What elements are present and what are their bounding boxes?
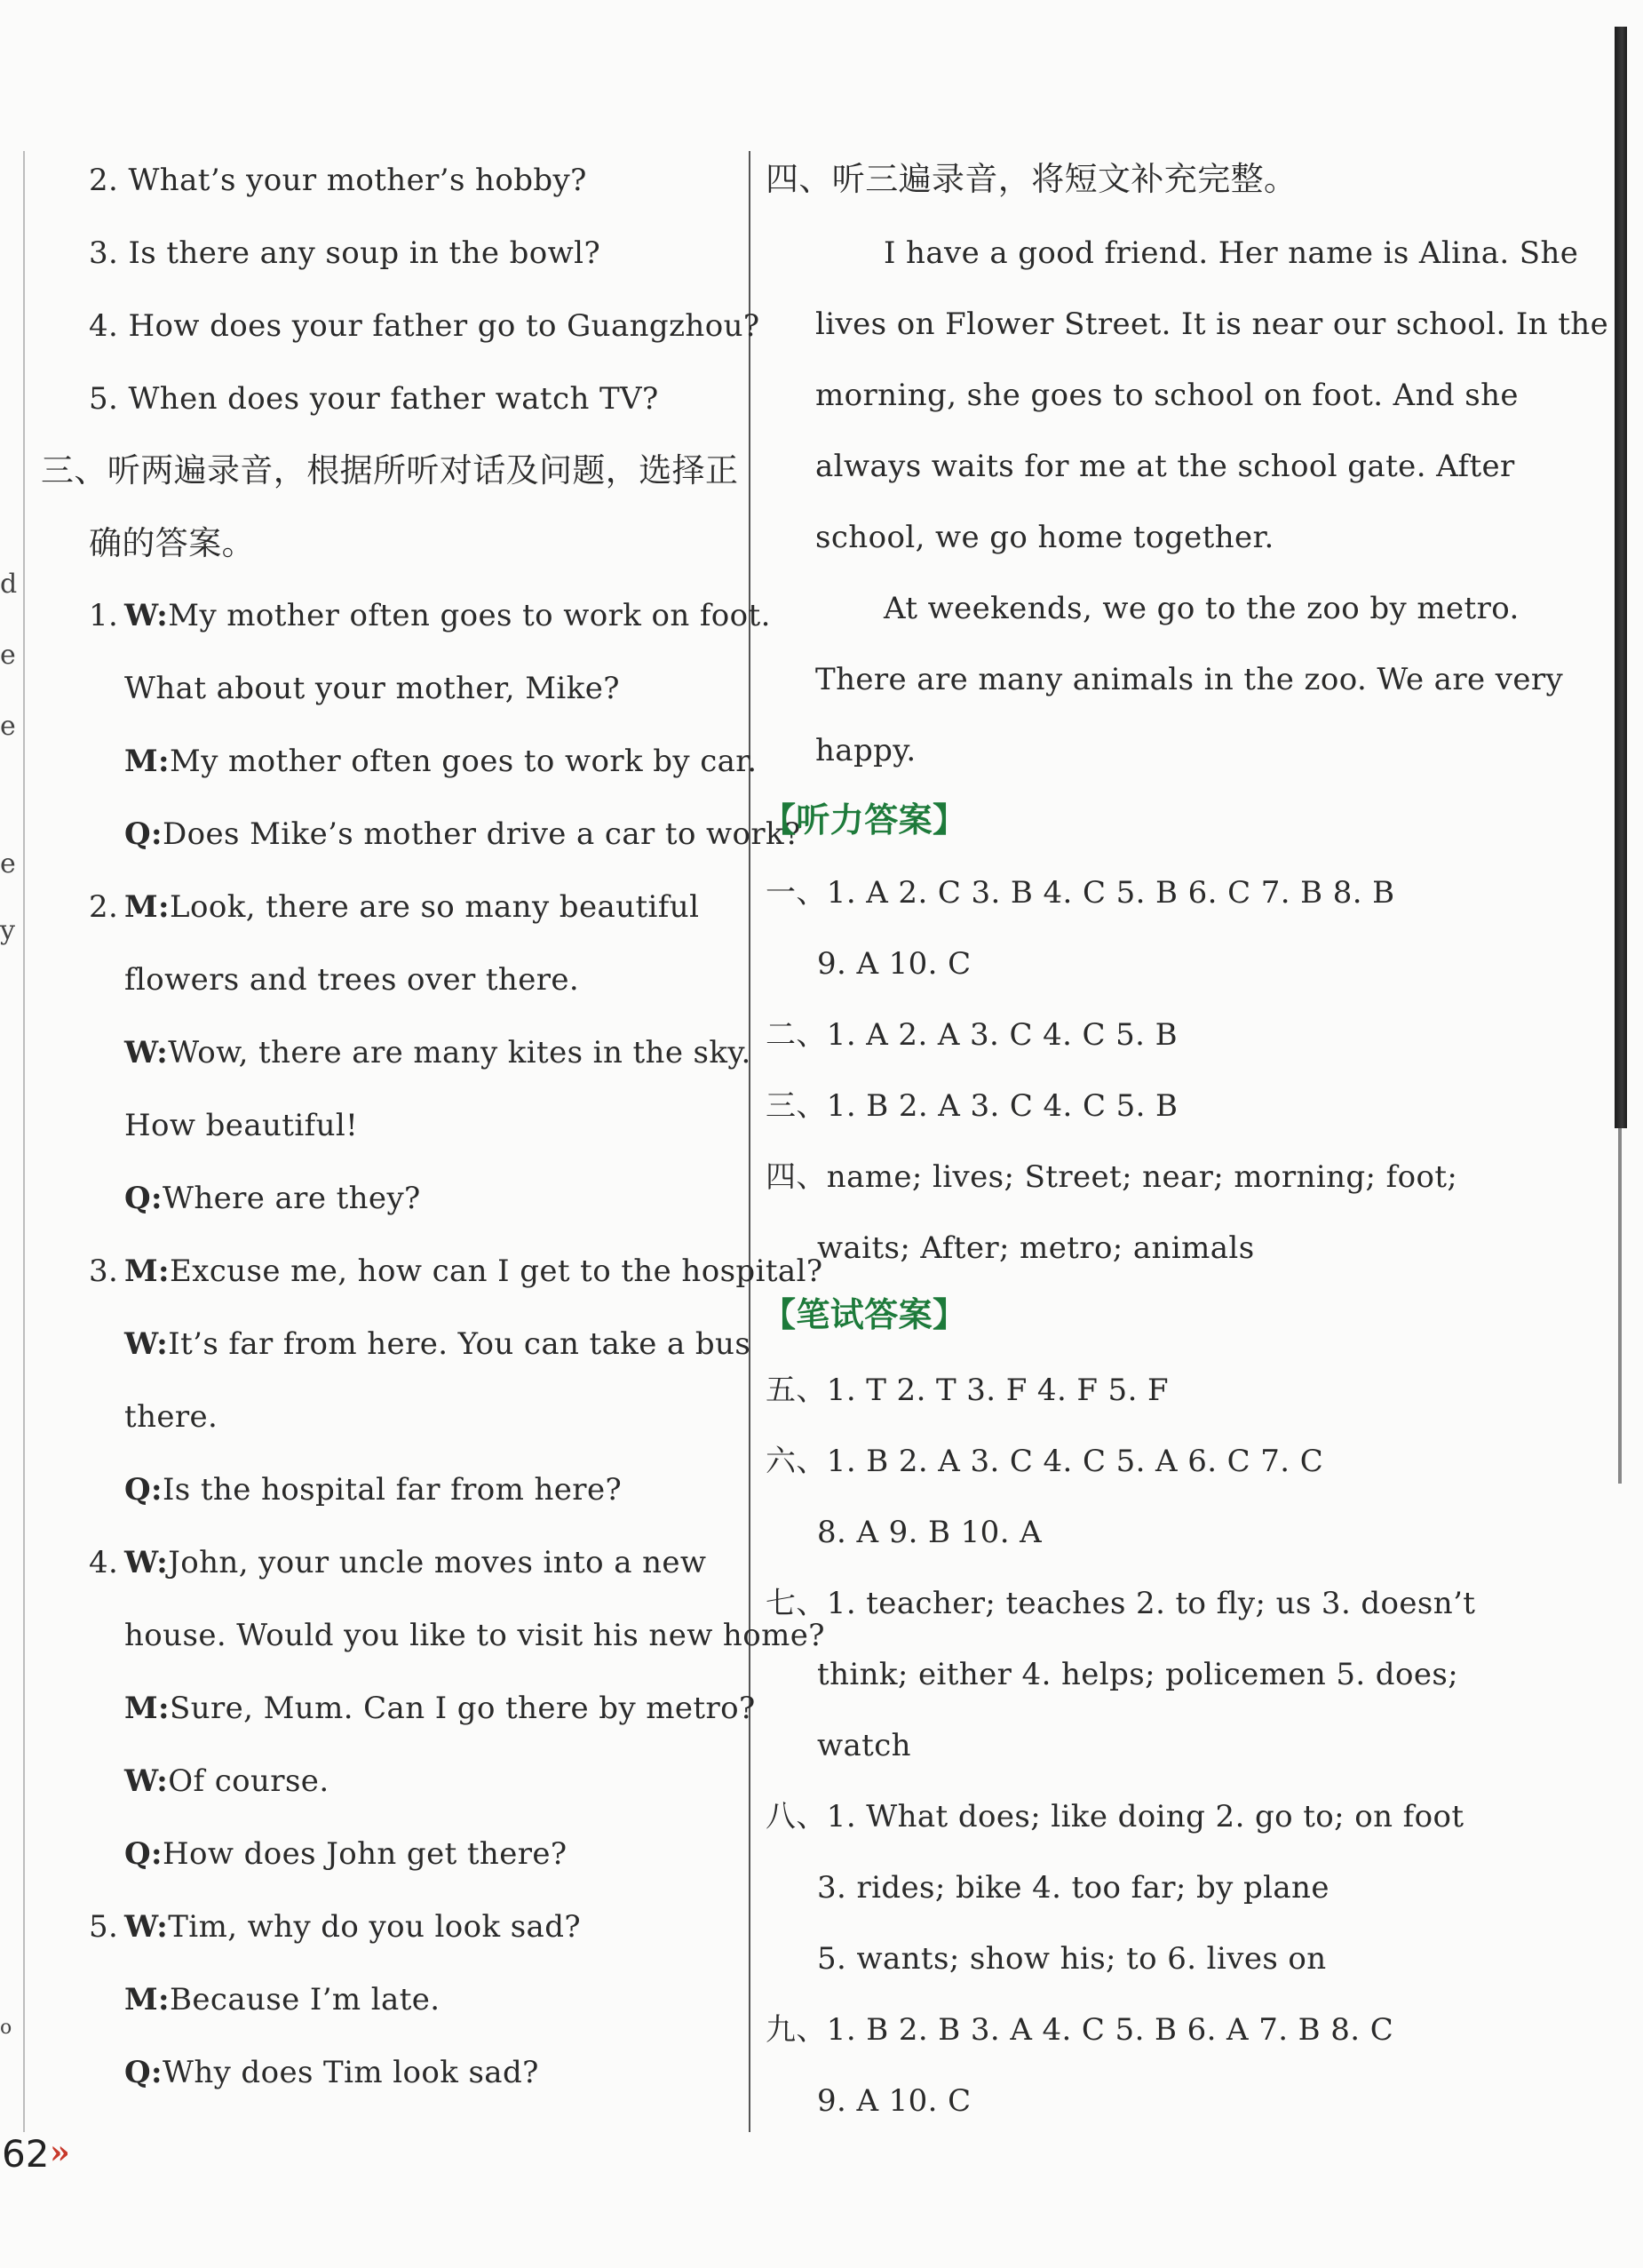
answer-line: 5. wants; show his; to 6. lives on — [817, 1941, 1327, 1977]
passage-line: I have a good friend. Her name is Alina. She — [884, 235, 1579, 271]
speaker-label: M: — [124, 889, 170, 925]
page-chevron-icon: ›› — [50, 2134, 65, 2171]
dialog-line — [89, 1982, 441, 2017]
dialog-number: 1. — [89, 598, 119, 633]
answer-line: 七、1. teacher; teaches 2. to fly; us 3. doesn’t — [766, 1586, 1476, 1621]
answer-line: 九、1. B 2. B 3. A 4. C 5. B 6. A 7. B 8. C — [766, 2012, 1394, 2048]
dialog-text: Sure, Mum. Can I go there by metro? — [170, 1691, 756, 1726]
dialog-line — [89, 1399, 218, 1435]
dialog-text: Tim, why do you look sad? — [168, 1909, 582, 1945]
speaker-label: Q: — [124, 2055, 163, 2090]
dialog-line — [89, 1763, 329, 1799]
question-line: 5. When does your father watch TV? — [89, 381, 659, 417]
bleed-letter: e — [0, 711, 16, 742]
column-divider — [749, 151, 750, 2132]
speaker-label: W: — [124, 1326, 169, 1362]
speaker-label: W: — [124, 598, 169, 633]
dialog-text: Of course. — [168, 1763, 329, 1799]
page-binding-edge — [1615, 27, 1627, 1128]
answer-line: 一、1. A 2. C 3. B 4. C 5. B 6. C 7. B 8. B — [766, 875, 1395, 911]
bleed-letter: o — [0, 2017, 12, 2039]
answer-line: 四、name; lives; Street; near; morning; foot; — [766, 1159, 1458, 1195]
answer-line: 六、1. B 2. A 3. C 4. C 5. A 6. C 7. C — [766, 1444, 1324, 1479]
passage-line: school, we go home together. — [815, 520, 1274, 555]
dialog-line — [89, 1545, 706, 1580]
speaker-label: W: — [124, 1763, 169, 1799]
answer-line: 二、1. A 2. A 3. C 4. C 5. B — [766, 1017, 1178, 1053]
speaker-label: M: — [124, 1982, 170, 2017]
answer-line: 八、1. What does; like doing 2. go to; on foot — [766, 1799, 1464, 1834]
speaker-label: Q: — [124, 1836, 163, 1872]
passage-line: morning, she goes to school on foot. And she — [815, 378, 1519, 413]
dialog-text: Does Mike’s mother drive a car to work? — [162, 816, 801, 852]
section-4-title: 四、听三遍录音，将短文补充完整。 — [766, 160, 1298, 198]
dialog-text: Why does Tim look sad? — [162, 2055, 539, 2090]
dialog-line — [89, 744, 757, 779]
dialog-line — [89, 1035, 751, 1070]
dialog-number: 3. — [89, 1253, 119, 1289]
passage-line: At weekends, we go to the zoo by metro. — [884, 591, 1520, 626]
dialog-line — [89, 1253, 823, 1289]
dialog-line — [89, 1472, 622, 1508]
dialog-line — [89, 1909, 581, 1945]
answer-line: 9. A 10. C — [817, 2083, 972, 2119]
speaker-label: W: — [124, 1545, 169, 1580]
dialog-text: My mother often goes to work on foot. — [168, 598, 771, 633]
dialog-text: Wow, there are many kites in the sky. — [168, 1035, 751, 1070]
dialog-line — [89, 2055, 539, 2090]
dialog-text: flowers and trees over there. — [124, 962, 580, 998]
speaker-label: Q: — [124, 816, 163, 852]
dialog-line — [89, 889, 699, 925]
bleed-letter: e — [0, 848, 16, 879]
dialog-number: 2. — [89, 889, 119, 925]
speaker-label: M: — [124, 1691, 170, 1726]
section-3-title: 三、听两遍录音，根据所听对话及问题，选择正 — [41, 451, 739, 489]
dialog-line — [89, 1326, 750, 1362]
answer-line: waits; After; metro; animals — [817, 1230, 1255, 1266]
dialog-line — [89, 1691, 756, 1726]
dialog-number: 5. — [89, 1909, 119, 1945]
dialog-line — [89, 671, 620, 706]
answer-line: 五、1. T 2. T 3. F 4. F 5. F — [766, 1373, 1169, 1408]
dialog-line — [89, 1836, 568, 1872]
written-answers-header: 【笔试答案】 — [762, 1295, 967, 1334]
dialog-line — [89, 1181, 421, 1216]
speaker-label: W: — [124, 1909, 169, 1945]
page-binding-edge-lower — [1618, 1128, 1622, 1484]
passage-line: There are many animals in the zoo. We are very — [815, 662, 1564, 697]
dialog-line — [89, 598, 771, 633]
answer-line: 三、1. B 2. A 3. C 4. C 5. B — [766, 1088, 1179, 1124]
question-line: 4. How does your father go to Guangzhou? — [89, 308, 760, 344]
dialog-line — [89, 1108, 358, 1143]
speaker-label: Q: — [124, 1181, 163, 1216]
dialog-text: My mother often goes to work by car. — [170, 744, 758, 779]
bleed-letter: y — [0, 915, 15, 946]
answer-line: 8. A 9. B 10. A — [817, 1515, 1043, 1550]
answer-line: 9. A 10. C — [817, 946, 972, 982]
dialog-text: How beautiful! — [124, 1108, 359, 1143]
passage-line: lives on Flower Street. It is near our school. In the — [815, 306, 1609, 342]
dialog-text: John, your uncle moves into a new — [168, 1545, 707, 1580]
page-number: 62 — [2, 2132, 50, 2176]
passage-line: happy. — [815, 733, 917, 768]
speaker-label: Q: — [124, 1472, 163, 1508]
listening-answers-header: 【听力答案】 — [762, 800, 967, 840]
dialog-text: It’s far from here. You can take a bus — [168, 1326, 751, 1362]
bleed-letter: d — [0, 569, 18, 600]
answer-line: watch — [817, 1728, 911, 1763]
speaker-label: W: — [124, 1035, 169, 1070]
dialog-text: house. Would you like to visit his new home? — [124, 1618, 825, 1653]
speaker-label: M: — [124, 744, 170, 779]
bleed-letter: e — [0, 640, 16, 671]
question-line: 3. Is there any soup in the bowl? — [89, 235, 601, 271]
dialog-text: Excuse me, how can I get to the hospital? — [170, 1253, 823, 1289]
section-3-title-cont: 确的答案。 — [89, 524, 255, 562]
dialog-text: What about your mother, Mike? — [124, 671, 620, 706]
dialog-text: Is the hospital far from here? — [162, 1472, 623, 1508]
dialog-text: Look, there are so many beautiful — [170, 889, 700, 925]
dialog-text: Where are they? — [162, 1181, 421, 1216]
dialog-line — [89, 962, 579, 998]
question-line: 2. What’s your mother’s hobby? — [89, 163, 587, 198]
speaker-label: M: — [124, 1253, 170, 1289]
dialog-text: Because I’m late. — [170, 1982, 441, 2017]
dialog-line — [89, 816, 801, 852]
dialog-text: How does John get there? — [162, 1836, 568, 1872]
left-margin-rule — [23, 151, 25, 2132]
answer-line: 3. rides; bike 4. too far; by plane — [817, 1870, 1329, 1906]
dialog-text: there. — [124, 1399, 218, 1435]
answer-line: think; either 4. helps; policemen 5. does; — [817, 1657, 1459, 1692]
dialog-line — [89, 1618, 825, 1653]
passage-line: always waits for me at the school gate. After — [815, 449, 1515, 484]
dialog-number: 4. — [89, 1545, 119, 1580]
